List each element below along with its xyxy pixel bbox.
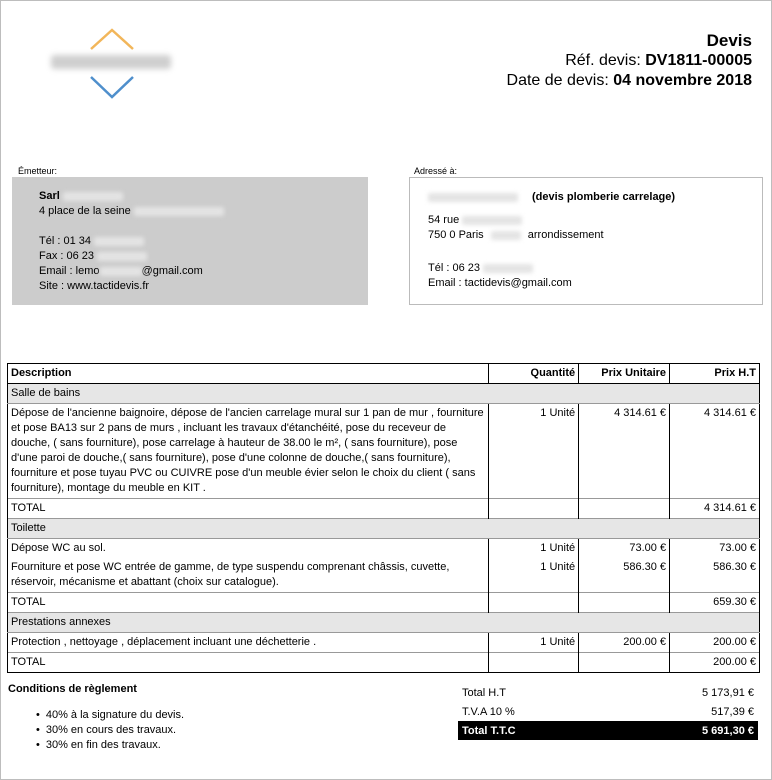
recipient-street: 54 rue bbox=[428, 213, 762, 228]
row-description: Protection , nettoyage , déplacement incluant une déchetterie . bbox=[8, 633, 489, 653]
ref-value: DV1811-00005 bbox=[645, 52, 752, 69]
section-total-row: TOTAL 4 314.61 € bbox=[8, 499, 760, 519]
row-price-ht: 4 314.61 € bbox=[670, 404, 760, 499]
quote-reference bbox=[507, 51, 752, 71]
recipient-label: Adressé à: bbox=[414, 166, 458, 176]
list-item: • 40% à la signature du devis. bbox=[36, 708, 184, 723]
section-total-row: TOTAL 659.30 € bbox=[8, 593, 760, 613]
quote-items-table bbox=[7, 363, 760, 673]
list-item: • 30% en cours des travaux. bbox=[36, 723, 184, 738]
quote-date bbox=[507, 71, 752, 91]
document-title: Devis bbox=[706, 31, 752, 50]
row-description: Dépose WC au sol. bbox=[8, 539, 489, 559]
row-price-ht: 73.00 € bbox=[670, 539, 760, 559]
recipient-tel: Tél : 06 23 bbox=[428, 261, 762, 276]
section-row-toilet: Toilette bbox=[8, 519, 760, 539]
conditions-title: Conditions de règlement bbox=[8, 683, 137, 695]
row-quantity: 1 Unité bbox=[489, 633, 579, 653]
section-total-row: TOTAL 200.00 € bbox=[8, 653, 760, 673]
company-logo bbox=[41, 25, 191, 105]
col-price-ht: Prix H.T bbox=[670, 364, 760, 384]
row-unit-price: 586.30 € bbox=[579, 558, 670, 593]
row-description: Dépose de l'ancienne baignoire, dépose de l'ancien carrelage mural sur 1 pan de mur , fourniture et pose BA13 sur 2 pans de murs , incluant les travaux d'étanchéité, pose du receveur de douche, ( sans fourniture), pose carrelage à hauteur de 38.00 le m², ( sans fourniture), pose d'une paroi de douche,( sans fourniture), pose d'une colonne de douche,( sans fourniture), fourniture et pose tuyau PVC ou CUIVRE pose d'un meuble évier selon le choix du client ( sans fourniture), montage du meuble en KIT . bbox=[8, 404, 489, 499]
table-header-row bbox=[8, 364, 760, 384]
emitter-label: Émetteur: bbox=[18, 166, 58, 176]
col-description: Description bbox=[8, 364, 489, 384]
recipient-block bbox=[409, 177, 763, 305]
row-price-ht: 200.00 € bbox=[670, 633, 760, 653]
emitter-street: 4 place de la seine bbox=[39, 204, 368, 219]
recipient-name: (devis plomberie carrelage) bbox=[428, 190, 762, 205]
emitter-block bbox=[12, 177, 368, 305]
emitter-tel: Tél : 01 34 bbox=[39, 234, 368, 249]
row-description: Fourniture et pose WC entrée de gamme, de type suspendu comprenant châssis, cuvette, réservoir, mécanisme et abattant (choix sur catalogue). bbox=[8, 558, 489, 593]
row-price-ht: 586.30 € bbox=[670, 558, 760, 593]
date-value: 04 novembre 2018 bbox=[613, 72, 752, 89]
col-unit-price: Prix Unitaire bbox=[579, 364, 670, 384]
recipient-email: Email : tactidevis@gmail.com bbox=[428, 277, 572, 289]
section-row-bathroom: Salle de bains bbox=[8, 384, 760, 404]
logo-wordmark-blurred bbox=[51, 55, 171, 69]
row-quantity: 1 Unité bbox=[489, 558, 579, 593]
recipient-city: 750 0 Paris arrondissement bbox=[428, 229, 604, 241]
date-label: Date de devis: bbox=[506, 72, 609, 89]
emitter-name: Sarl bbox=[39, 189, 368, 204]
total-tva-row: T.V.A 10 % 517,39 € bbox=[462, 705, 754, 718]
row-unit-price: 200.00 € bbox=[579, 633, 670, 653]
row-quantity: 1 Unité bbox=[489, 404, 579, 499]
emitter-site: Site : www.tactidevis.fr bbox=[39, 280, 150, 292]
row-quantity: 1 Unité bbox=[489, 539, 579, 559]
section-row-extras: Prestations annexes bbox=[8, 613, 760, 633]
table-row bbox=[8, 404, 760, 499]
row-unit-price: 73.00 € bbox=[579, 539, 670, 559]
total-ttc-row: Total T.T.C 5 691,30 € bbox=[458, 721, 758, 740]
emitter-fax: Fax : 06 23 bbox=[39, 249, 368, 264]
table-row bbox=[8, 633, 760, 653]
ref-label: Réf. devis: bbox=[565, 52, 641, 69]
emitter-email: Email : lemo @gmail.com bbox=[39, 265, 203, 277]
row-unit-price: 4 314.61 € bbox=[579, 404, 670, 499]
table-row bbox=[8, 558, 760, 593]
total-ht-row: Total H.T 5 173,91 € bbox=[462, 686, 754, 699]
quote-header bbox=[507, 31, 752, 91]
col-quantity: Quantité bbox=[489, 364, 579, 384]
totals-block bbox=[458, 683, 758, 740]
table-row bbox=[8, 539, 760, 559]
list-item: • 30% en fin des travaux. bbox=[36, 738, 184, 753]
conditions-list bbox=[8, 708, 184, 753]
payment-conditions bbox=[8, 683, 184, 753]
